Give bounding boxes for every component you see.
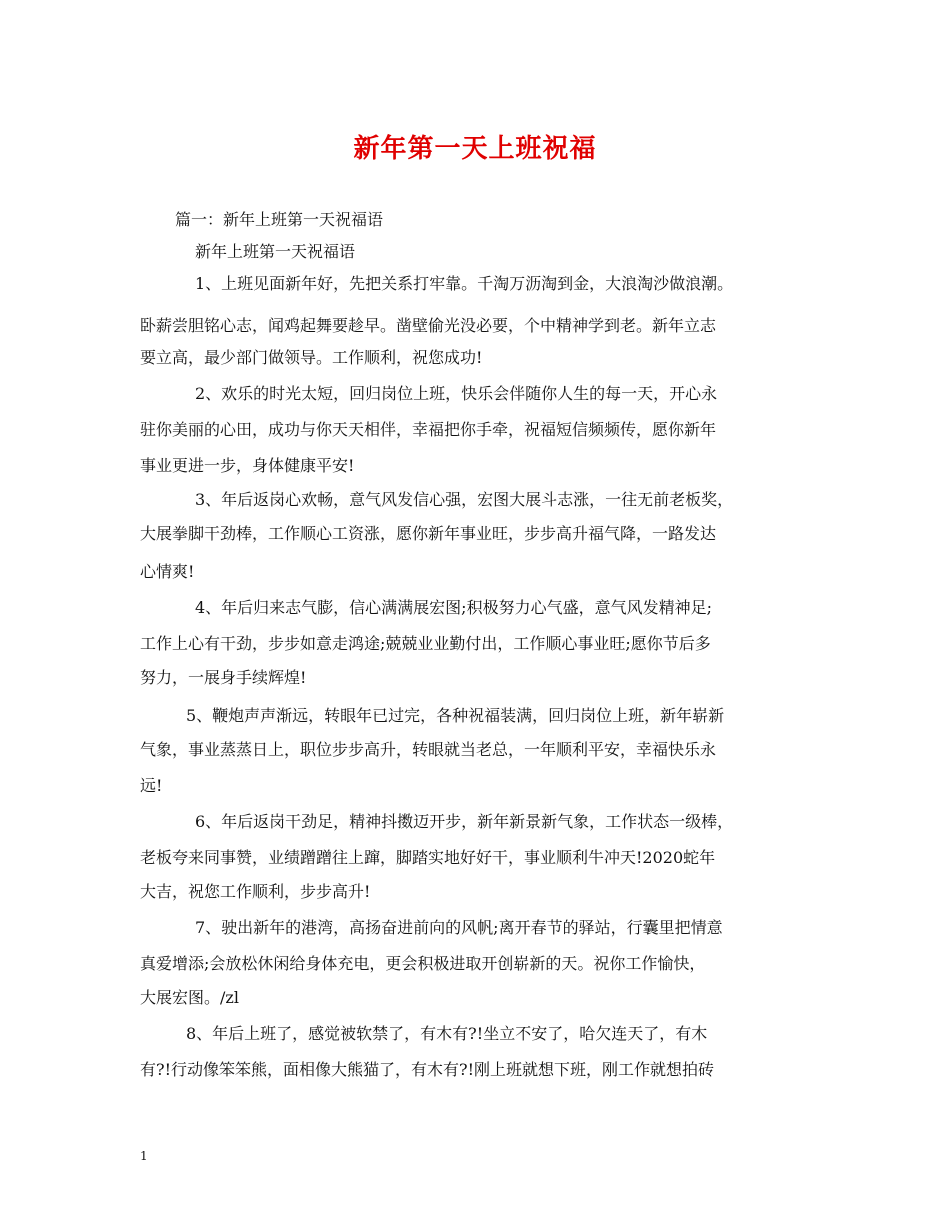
paragraph-3-line-1: 3、年后返岗心欢畅，意气风发信心强，宏图大展斗志涨，一往无前老板奖， — [195, 490, 734, 509]
paragraph-7-line-3: 大展宏图。/zl — [140, 988, 239, 1007]
paragraph-5-line-1: 5、鞭炮声声渐远，转眼年已过完，各种祝福装满，回归岗位上班，新年崭新 — [186, 706, 725, 725]
paragraph-1-line-2: 卧薪尝胆铭心志，闻鸡起舞要趁早。凿壁偷光没必要，个中精神学到老。新年立志 — [140, 316, 717, 335]
paragraph-1-line-3: 要立高，最少部门做领导。工作顺利，祝您成功! — [140, 348, 483, 367]
paragraph-6-line-2: 老板夸来同事赞，业绩蹭蹭往上蹿，脚踏实地好好干，事业顺利牛冲天!2020蛇年 — [140, 848, 716, 867]
paragraph-2-line-1: 2、欢乐的时光太短，回归岗位上班，快乐会伴随你人生的每一天，开心永 — [195, 384, 718, 403]
paragraph-4-line-3: 努力，一展身手续辉煌! — [140, 668, 307, 687]
document-title: 新年第一天上班祝福 — [353, 134, 597, 164]
paragraph-3-line-3: 心情爽! — [140, 562, 195, 581]
paragraph-4-line-2: 工作上心有干劲，步步如意走鸿途;兢兢业业勤付出，工作顺心事业旺;愿你节后多 — [140, 634, 711, 653]
paragraph-1-line-1: 1、上班见面新年好，先把关系打牢靠。千淘万沥淘到金，大浪淘沙做浪潮。 — [195, 274, 734, 293]
paragraph-8-line-2: 有?!行动像笨笨熊，面相像大熊猫了，有木有?!刚上班就想下班，刚工作就想拍砖 — [140, 1060, 715, 1079]
paragraph-7-line-1: 7、驶出新年的港湾，高扬奋进前向的风帆;离开春节的驿站，行囊里把情意 — [195, 918, 723, 937]
paragraph-8-line-1: 8、年后上班了，感觉被软禁了，有木有?!坐立不安了，哈欠连天了，有木 — [186, 1024, 708, 1043]
paragraph-5-line-3: 远! — [140, 776, 163, 795]
paragraph-6-line-1: 6、年后返岗干劲足，精神抖擞迈开步，新年新景新气象，工作状态一级棒， — [195, 812, 734, 831]
subsection-heading: 新年上班第一天祝福语 — [195, 242, 356, 261]
paragraph-7-line-2: 真爱增添;会放松休闲给身体充电，更会积极进取开创崭新的天。祝你工作愉快， — [140, 954, 706, 973]
paragraph-4-line-1: 4、年后归来志气膨，信心满满展宏图;积极努力心气盛，意气风发精神足; — [195, 598, 712, 617]
page-number: 1 — [140, 1149, 148, 1163]
paragraph-2-line-2: 驻你美丽的心田，成功与你天天相伴，幸福把你手牵，祝福短信频频传，愿你新年 — [140, 420, 717, 439]
section-heading: 篇一：新年上班第一天祝福语 — [175, 210, 384, 229]
paragraph-3-line-2: 大展拳脚干劲棒，工作顺心工资涨，愿你新年事业旺，步步高升福气降，一路发达 — [140, 524, 717, 543]
paragraph-2-line-3: 事业更进一步，身体健康平安! — [140, 456, 355, 475]
paragraph-5-line-2: 气象，事业蒸蒸日上，职位步步高升，转眼就当老总，一年顺利平安，幸福快乐永 — [140, 740, 717, 759]
paragraph-6-line-3: 大吉，祝您工作顺利，步步高升! — [140, 882, 371, 901]
